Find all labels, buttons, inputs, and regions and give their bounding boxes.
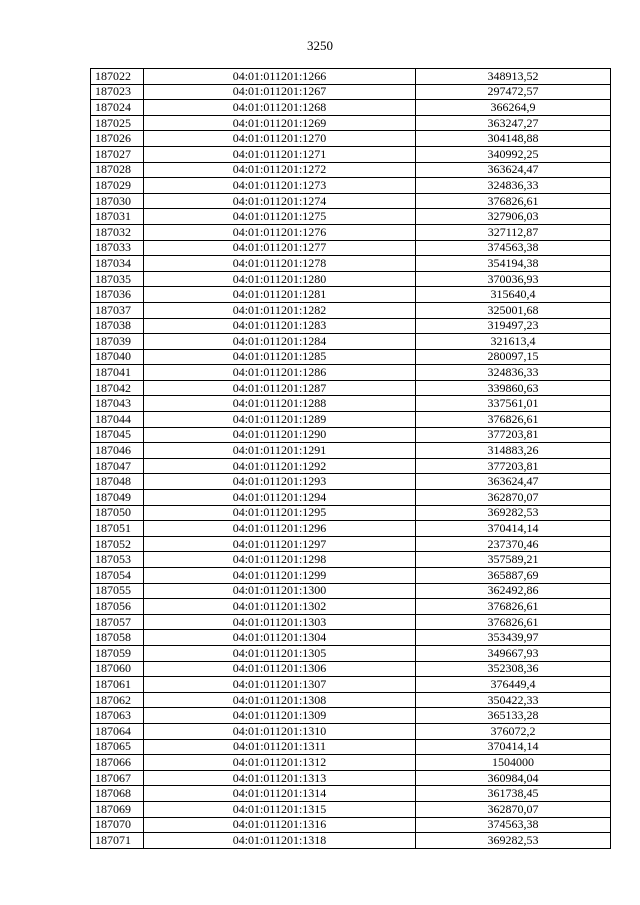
cadastral-number-cell: 04:01:011201:1266 [144,69,416,85]
cadastral-number-cell: 04:01:011201:1298 [144,552,416,568]
value-cell: 370414,14 [416,739,611,755]
table-row [91,240,611,256]
row-number-cell: 187044 [91,412,144,428]
cadastral-number-cell: 04:01:011201:1300 [144,583,416,599]
row-number-cell: 187053 [91,552,144,568]
cadastral-number-cell: 04:01:011201:1294 [144,490,416,506]
value-cell: 377203,81 [416,427,611,443]
row-number-cell: 187070 [91,817,144,833]
row-number-cell: 187065 [91,739,144,755]
cadastral-number-cell: 04:01:011201:1313 [144,770,416,786]
value-cell: 297472,57 [416,84,611,100]
value-cell: 363624,47 [416,474,611,490]
table-row [91,302,611,318]
row-number-cell: 187058 [91,630,144,646]
cadastral-number-cell: 04:01:011201:1274 [144,193,416,209]
cadastral-number-cell: 04:01:011201:1309 [144,708,416,724]
table-row [91,287,611,303]
row-number-cell: 187048 [91,474,144,490]
value-cell: 321613,4 [416,334,611,350]
value-cell: 361738,45 [416,786,611,802]
row-number-cell: 187069 [91,801,144,817]
table-row [91,536,611,552]
cadastral-number-cell: 04:01:011201:1308 [144,692,416,708]
cadastral-number-cell: 04:01:011201:1284 [144,334,416,350]
value-cell: 314883,26 [416,443,611,459]
table-row [91,271,611,287]
row-number-cell: 187024 [91,100,144,116]
cadastral-number-cell: 04:01:011201:1314 [144,786,416,802]
table-row [91,256,611,272]
row-number-cell: 187056 [91,599,144,615]
row-number-cell: 187045 [91,427,144,443]
row-number-cell: 187042 [91,380,144,396]
table-row [91,131,611,147]
table-row [91,193,611,209]
row-number-cell: 187055 [91,583,144,599]
table-row [91,146,611,162]
cadastral-number-cell: 04:01:011201:1318 [144,833,416,849]
value-cell: 362870,07 [416,801,611,817]
value-cell: 366264,9 [416,100,611,116]
value-cell: 369282,53 [416,505,611,521]
row-number-cell: 187059 [91,645,144,661]
table-row [91,661,611,677]
value-cell: 340992,25 [416,146,611,162]
table-row [91,412,611,428]
cadastral-number-cell: 04:01:011201:1302 [144,599,416,615]
cadastral-number-cell: 04:01:011201:1283 [144,318,416,334]
cadastral-number-cell: 04:01:011201:1277 [144,240,416,256]
cadastral-number-cell: 04:01:011201:1312 [144,755,416,771]
cadastral-number-cell: 04:01:011201:1311 [144,739,416,755]
row-number-cell: 187038 [91,318,144,334]
value-cell: 376826,61 [416,599,611,615]
value-cell: 352308,36 [416,661,611,677]
cadastral-number-cell: 04:01:011201:1310 [144,723,416,739]
cadastral-number-cell: 04:01:011201:1288 [144,396,416,412]
value-cell: 369282,53 [416,833,611,849]
cadastral-number-cell: 04:01:011201:1273 [144,178,416,194]
cadastral-number-cell: 04:01:011201:1285 [144,349,416,365]
value-cell: 350422,33 [416,692,611,708]
table-row [91,100,611,116]
table-row [91,708,611,724]
row-number-cell: 187025 [91,115,144,131]
table-row [91,505,611,521]
value-cell: 354194,38 [416,256,611,272]
value-cell: 327112,87 [416,224,611,240]
row-number-cell: 187049 [91,490,144,506]
value-cell: 362492,86 [416,583,611,599]
cadastral-number-cell: 04:01:011201:1307 [144,677,416,693]
cadastral-number-cell: 04:01:011201:1275 [144,209,416,225]
value-cell: 280097,15 [416,349,611,365]
table-row [91,427,611,443]
table-row [91,801,611,817]
table-row [91,677,611,693]
value-cell: 349667,93 [416,645,611,661]
table-row [91,599,611,615]
row-number-cell: 187026 [91,131,144,147]
cadastral-number-cell: 04:01:011201:1278 [144,256,416,272]
value-cell: 304148,88 [416,131,611,147]
table-row [91,630,611,646]
table-row [91,770,611,786]
cadastral-number-cell: 04:01:011201:1281 [144,287,416,303]
table-row [91,817,611,833]
cadastral-number-cell: 04:01:011201:1293 [144,474,416,490]
cadastral-number-cell: 04:01:011201:1290 [144,427,416,443]
row-number-cell: 187063 [91,708,144,724]
cadastral-number-cell: 04:01:011201:1304 [144,630,416,646]
value-cell: 363624,47 [416,162,611,178]
row-number-cell: 187064 [91,723,144,739]
value-cell: 370036,93 [416,271,611,287]
cadastral-number-cell: 04:01:011201:1286 [144,365,416,381]
table-row [91,380,611,396]
cadastral-number-cell: 04:01:011201:1306 [144,661,416,677]
row-number-cell: 187023 [91,84,144,100]
cadastral-number-cell: 04:01:011201:1296 [144,521,416,537]
value-cell: 376449,4 [416,677,611,693]
table-row [91,396,611,412]
value-cell: 363247,27 [416,115,611,131]
row-number-cell: 187052 [91,536,144,552]
row-number-cell: 187037 [91,302,144,318]
row-number-cell: 187057 [91,614,144,630]
table-row [91,645,611,661]
row-number-cell: 187043 [91,396,144,412]
row-number-cell: 187071 [91,833,144,849]
value-cell: 324836,33 [416,365,611,381]
table-row [91,521,611,537]
cadastral-number-cell: 04:01:011201:1271 [144,146,416,162]
cadastral-number-cell: 04:01:011201:1270 [144,131,416,147]
table-row [91,209,611,225]
value-cell: 365133,28 [416,708,611,724]
row-number-cell: 187035 [91,271,144,287]
page-number: 3250 [307,38,333,53]
value-cell: 374563,38 [416,240,611,256]
table-body [91,69,611,849]
value-cell: 376826,61 [416,193,611,209]
table-row [91,69,611,85]
table-row [91,162,611,178]
cadastral-number-cell: 04:01:011201:1292 [144,458,416,474]
row-number-cell: 187033 [91,240,144,256]
row-number-cell: 187066 [91,755,144,771]
table-row [91,833,611,849]
cadastral-number-cell: 04:01:011201:1267 [144,84,416,100]
table-row [91,349,611,365]
table-row [91,224,611,240]
table-row [91,365,611,381]
row-number-cell: 187028 [91,162,144,178]
table-row [91,318,611,334]
row-number-cell: 187067 [91,770,144,786]
table-row [91,568,611,584]
row-number-cell: 187062 [91,692,144,708]
value-cell: 376826,61 [416,412,611,428]
row-number-cell: 187068 [91,786,144,802]
row-number-cell: 187029 [91,178,144,194]
table-row [91,723,611,739]
table-row [91,786,611,802]
row-number-cell: 187051 [91,521,144,537]
row-number-cell: 187060 [91,661,144,677]
cadastral-number-cell: 04:01:011201:1269 [144,115,416,131]
cadastral-number-cell: 04:01:011201:1272 [144,162,416,178]
value-cell: 376072,2 [416,723,611,739]
cadastral-number-cell: 04:01:011201:1280 [144,271,416,287]
cadastral-number-cell: 04:01:011201:1315 [144,801,416,817]
value-cell: 353439,97 [416,630,611,646]
cadastral-number-cell: 04:01:011201:1297 [144,536,416,552]
table-row [91,692,611,708]
cadastral-number-cell: 04:01:011201:1291 [144,443,416,459]
table-row [91,115,611,131]
value-cell: 337561,01 [416,396,611,412]
value-cell: 324836,33 [416,178,611,194]
table-row [91,443,611,459]
cadastral-number-cell: 04:01:011201:1289 [144,412,416,428]
cadastral-number-cell: 04:01:011201:1287 [144,380,416,396]
table-row [91,334,611,350]
cadastral-number-cell: 04:01:011201:1295 [144,505,416,521]
cadastral-number-cell: 04:01:011201:1316 [144,817,416,833]
table-row [91,552,611,568]
value-cell: 315640,4 [416,287,611,303]
value-cell: 325001,68 [416,302,611,318]
cadastral-number-cell: 04:01:011201:1303 [144,614,416,630]
table-row [91,458,611,474]
row-number-cell: 187046 [91,443,144,459]
table-row [91,583,611,599]
value-cell: 357589,21 [416,552,611,568]
cadastral-number-cell: 04:01:011201:1305 [144,645,416,661]
value-cell: 362870,07 [416,490,611,506]
table-row [91,474,611,490]
row-number-cell: 187040 [91,349,144,365]
cadastral-number-cell: 04:01:011201:1282 [144,302,416,318]
table-row [91,178,611,194]
row-number-cell: 187041 [91,365,144,381]
table-row [91,84,611,100]
row-number-cell: 187022 [91,69,144,85]
value-cell: 319497,23 [416,318,611,334]
value-cell: 237370,46 [416,536,611,552]
value-cell: 374563,38 [416,817,611,833]
row-number-cell: 187030 [91,193,144,209]
value-cell: 327906,03 [416,209,611,225]
value-cell: 377203,81 [416,458,611,474]
cadastral-number-cell: 04:01:011201:1268 [144,100,416,116]
cadastral-value-table [90,68,611,849]
row-number-cell: 187034 [91,256,144,272]
cadastral-number-cell: 04:01:011201:1276 [144,224,416,240]
row-number-cell: 187054 [91,568,144,584]
value-cell: 360984,04 [416,770,611,786]
row-number-cell: 187031 [91,209,144,225]
value-cell: 339860,63 [416,380,611,396]
table-row [91,614,611,630]
row-number-cell: 187047 [91,458,144,474]
table-row [91,490,611,506]
row-number-cell: 187036 [91,287,144,303]
value-cell: 376826,61 [416,614,611,630]
value-cell: 370414,14 [416,521,611,537]
row-number-cell: 187027 [91,146,144,162]
table-row [91,755,611,771]
value-cell: 1504000 [416,755,611,771]
cadastral-number-cell: 04:01:011201:1299 [144,568,416,584]
value-cell: 348913,52 [416,69,611,85]
table-row [91,739,611,755]
row-number-cell: 187032 [91,224,144,240]
row-number-cell: 187061 [91,677,144,693]
row-number-cell: 187039 [91,334,144,350]
row-number-cell: 187050 [91,505,144,521]
value-cell: 365887,69 [416,568,611,584]
